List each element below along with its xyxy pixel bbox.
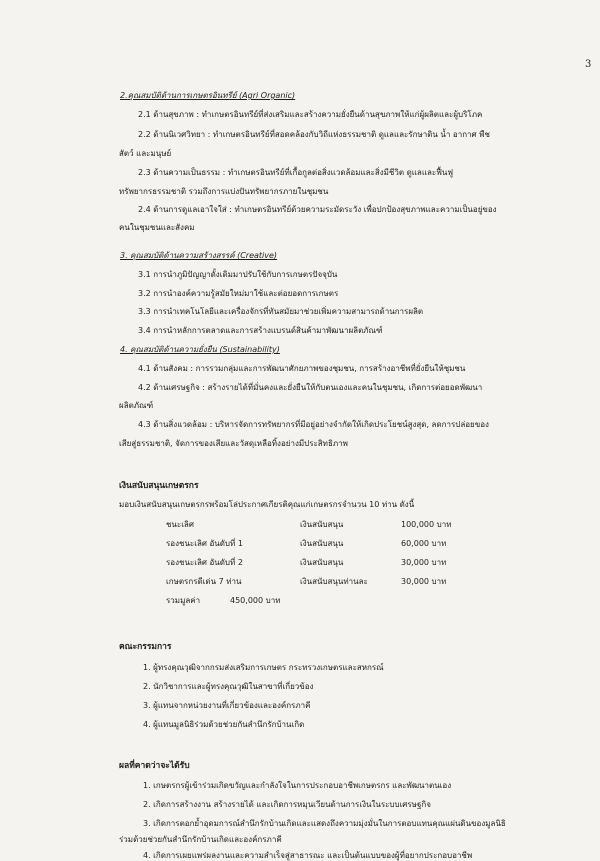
- results-item-2: 2. เกิดการสร้างงาน สร้างรายได้ และเกิดการหมุนเวียนด้านการเงินในระบบเศรษฐกิจ: [143, 800, 431, 809]
- section-2-title: 2.คุณสมบัติด้านการเกษตรอินทรีย์ (Agri Organic): [120, 91, 296, 100]
- committee-item: 3. ผู้แทนจากหน่วยงานที่เกี่ยวข้องและองค์กรภาคี: [143, 701, 311, 710]
- section-4-item-2: 4.2 ด้านเศรษฐกิจ : สร้างรายได้ที่มั่นคงและยั่งยืนให้กับตนเองและคนในชุมชน, เกิดการต่อยอดพัฒนา: [138, 383, 483, 392]
- section-3-item-1: 3.1 การนำภูมิปัญญาดั้งเดิมมาปรับใช้กับการเกษตรปัจจุบัน: [138, 270, 338, 279]
- committee-item: 1. ผู้ทรงคุณวุฒิจากกรมส่งเสริมการเกษตร กระทรวงเกษตรและสหกรณ์: [143, 663, 384, 672]
- funding-row-amount: 100,000 บาท: [401, 520, 452, 529]
- funding-row-type: เงินสนับสนุนท่านละ: [300, 577, 368, 586]
- section-3-item-3: 3.3 การนำเทคโนโลยีและเครื่องจักรที่ทันสมัยมาช่วยเพิ่มความสามารถด้านการผลิต: [138, 307, 424, 316]
- funding-row-type: เงินสนับสนุน: [300, 539, 344, 548]
- committee-item: 2. นักวิชาการและผู้ทรงคุณวุฒิในสาขาที่เกี่ยวข้อง: [143, 682, 314, 691]
- funding-row-label: รองชนะเลิศ อันดับที่ 2: [166, 558, 243, 567]
- results-item-3-cont: ร่วมด้วยช่วยกันสำนึกรักบ้านเกิดและองค์กรภาคี: [119, 835, 282, 844]
- section-3-item-4: 3.4 การนำหลักการตลาดและการสร้างแบรนด์สินค้ามาพัฒนาผลิตภัณฑ์: [138, 326, 383, 335]
- funding-row-label: เกษตรกรดีเด่น 7 ท่าน: [166, 577, 242, 586]
- results-item-3: 3. เกิดการตอกย้ำอุดมการณ์สำนึกรักบ้านเกิดและแสดงถึงความมุ่งมั่นในการตอบแทนคุณแผ่นดินของมูลนิธิ: [143, 819, 506, 828]
- section-2-item-1: 2.1 ด้านสุขภาพ : ทำเกษตรอินทรีย์ที่ส่งเสริมและสร้างความยั่งยืนด้านสุขภาพให้แก่ผู้ผลิตและผู้บริโภค: [138, 110, 483, 119]
- funding-row-amount: 60,000 บาท: [401, 539, 447, 548]
- funding-row-type: เงินสนับสนุน: [300, 520, 344, 529]
- funding-row-amount: 30,000 บาท: [401, 577, 447, 586]
- funding-row-amount: 30,000 บาท: [401, 558, 447, 567]
- funding-heading: เงินสนับสนุนเกษตรกร: [119, 481, 199, 491]
- section-4-item-3: 4.3 ด้านสิ่งแวดล้อม : บริหารจัดการทรัพยากรที่มีอยู่อย่างจำกัดให้เกิดประโยชน์สูงสุด, ลดการปล่อยของ: [138, 420, 489, 429]
- funding-row-label: ชนะเลิศ: [166, 520, 194, 529]
- section-4-item-1: 4.1 ด้านสังคม : การรวมกลุ่มและการพัฒนาศักยภาพของชุมชน, การสร้างอาชีพที่ยั่งยืนให้ชุมชน: [138, 364, 466, 373]
- committee-heading: คณะกรรมการ: [119, 642, 172, 652]
- section-2-item-4: 2.4 ด้านการดูแลเอาใจใส่ : ทำเกษตรอินทรีย์ด้วยความระมัดระวัง เพื่อปกป้องสุขภาพและความเป็นอยู่ของ: [138, 205, 497, 214]
- section-3-title: 3. คุณสมบัติด้านความสร้างสรรค์ (Creative): [120, 251, 278, 260]
- section-4-item-3-cont: เสียสู่ธรรมชาติ, จัดการของเสียและวัสดุเหลือทิ้งอย่างมีประสิทธิภาพ: [119, 439, 348, 448]
- section-2-item-4-cont: คนในชุมชนและสังคม: [119, 223, 195, 232]
- funding-intro: มอบเงินสนับสนุนเกษตรกรพร้อมโล่ประกาศเกียรติคุณแก่เกษตรกรจำนวน 10 ท่าน ดังนี้: [119, 500, 415, 509]
- results-item-1: 1. เกษตรกรผู้เข้าร่วมเกิดขวัญและกำลังใจในการประกอบอาชีพเกษตรกร และพัฒนาตนเอง: [143, 781, 452, 790]
- results-item-4: 4. เกิดการเผยแพร่ผลงานและความสำเร็จสู่สาธารณะ และเป็นต้นแบบของผู้ที่อยากประกอบอาชีพ: [143, 851, 473, 860]
- section-4-item-2-cont: ผลิตภัณฑ์: [119, 401, 154, 410]
- committee-item: 4. ผู้แทนมูลนิธิร่วมด้วยช่วยกันสำนึกรักบ้านเกิด: [143, 720, 305, 729]
- section-2-item-2-cont: สัตว์ และมนุษย์: [119, 149, 172, 158]
- funding-total-label: รวมมูลค่า: [166, 596, 201, 605]
- section-2-item-2: 2.2 ด้านนิเวศวิทยา : ทำเกษตรอินทรีย์ที่สอดคล้องกับวิถีแห่งธรรมชาติ ดูแลและรักษาดิน น้ำ อากาศ พืช: [138, 130, 490, 139]
- section-2-item-3: 2.3 ด้านความเป็นธรรม : ทำเกษตรอินทรีย์ที่เกื้อกูลต่อสิ่งแวดล้อมและสิ่งมีชีวิต ดูแลและฟื้นฟู: [138, 168, 453, 177]
- funding-row-type: เงินสนับสนุน: [300, 558, 344, 567]
- section-2-item-3-cont: ทรัพยากรธรรมชาติ รวมถึงการแบ่งปันทรัพยากรภายในชุมชน: [119, 187, 329, 196]
- section-3-item-2: 3.2 การนำองค์ความรู้สมัยใหม่มาใช้และต่อยอดการเกษตร: [138, 289, 339, 298]
- section-4-title: 4. คุณสมบัติด้านความยั่งยืน (Sustainability): [120, 345, 280, 354]
- page-number: 3: [585, 59, 592, 70]
- funding-row-label: รองชนะเลิศ อันดับที่ 1: [166, 539, 243, 548]
- results-heading: ผลที่คาดว่าจะได้รับ: [119, 761, 190, 771]
- funding-total-value: 450,000 บาท: [230, 596, 281, 605]
